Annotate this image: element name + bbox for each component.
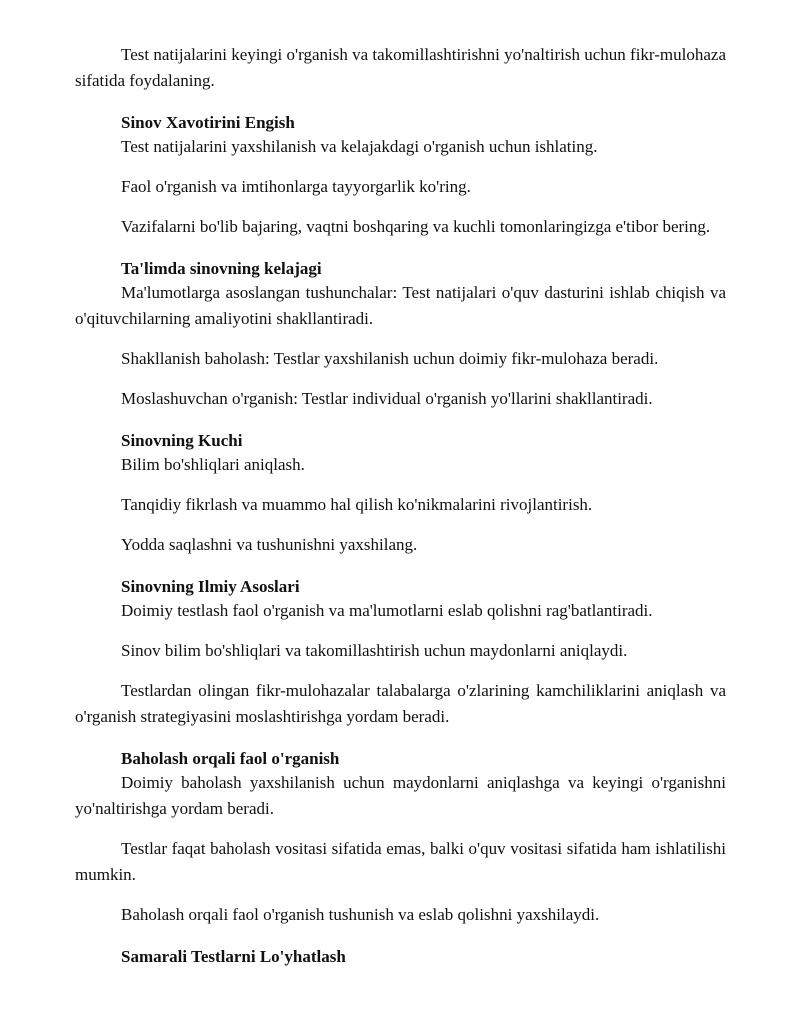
document-page (75, 42, 726, 968)
section-heading: Samarali Testlarni Lo'yhatlash (121, 947, 346, 966)
paragraph: Yodda saqlashni va tushunishni yaxshilang. (121, 535, 418, 554)
section-heading: Sinov Xavotirini Engish (121, 113, 295, 132)
section-heading: Ta'limda sinovning kelajagi (121, 259, 322, 278)
paragraph: Faol o'rganish va imtihonlarga tayyorgarlik ko'ring. (121, 177, 471, 196)
paragraph: Bilim bo'shliqlari aniqlash. (121, 455, 305, 474)
paragraph: Sinov bilim bo'shliqlari va takomillashtirish uchun maydonlarni aniqlaydi. (121, 641, 628, 660)
paragraph: Shakllanish baholash: Testlar yaxshilanish uchun doimiy fikr-mulohaza beradi. (121, 349, 659, 368)
paragraph: Test natijalarini yaxshilanish va kelajakdagi o'rganish uchun ishlating. (121, 137, 598, 156)
paragraph: Tanqidiy fikrlash va muammo hal qilish ko'nikmalarini rivojlantirish. (121, 495, 593, 514)
paragraph: Ma'lumotlarga asoslangan tushunchalar: Test natijalari o'quv dasturini ishlab chiqish va o'qituvchilarning amaliyotini shakllantiradi. (75, 283, 726, 328)
paragraph: Vazifalarni bo'lib bajaring, vaqtni boshqaring va kuchli tomonlaringizga e'tibor bering. (121, 217, 711, 236)
paragraph: Testlar faqat baholash vositasi sifatida emas, balki o'quv vositasi sifatida ham ishlatilishi mumkin. (75, 839, 726, 884)
paragraph: Moslashuvchan o'rganish: Testlar individual o'rganish yo'llarini shakllantiradi. (121, 389, 653, 408)
section-heading: Sinovning Kuchi (121, 431, 243, 450)
paragraph: Doimiy testlash faol o'rganish va ma'lumotlarni eslab qolishni rag'batlantiradi. (121, 601, 653, 620)
paragraph: Baholash orqali faol o'rganish tushunish va eslab qolishni yaxshilaydi. (121, 905, 600, 924)
section-heading: Baholash orqali faol o'rganish (121, 749, 340, 768)
paragraph: Testlardan olingan fikr-mulohazalar talabalarga o'zlarining kamchiliklarini aniqlash va o'rganish strategiyasini moslashtirishga yordam beradi. (75, 681, 726, 726)
paragraph: Test natijalarini keyingi o'rganish va takomillashtirishni yo'naltirish uchun fikr-mulohaza sifatida foydalaning. (75, 45, 726, 90)
paragraph: Doimiy baholash yaxshilanish uchun maydonlarni aniqlashga va keyingi o'rganishni yo'naltirishga yordam beradi. (75, 773, 726, 818)
section-heading: Sinovning Ilmiy Asoslari (121, 577, 300, 596)
